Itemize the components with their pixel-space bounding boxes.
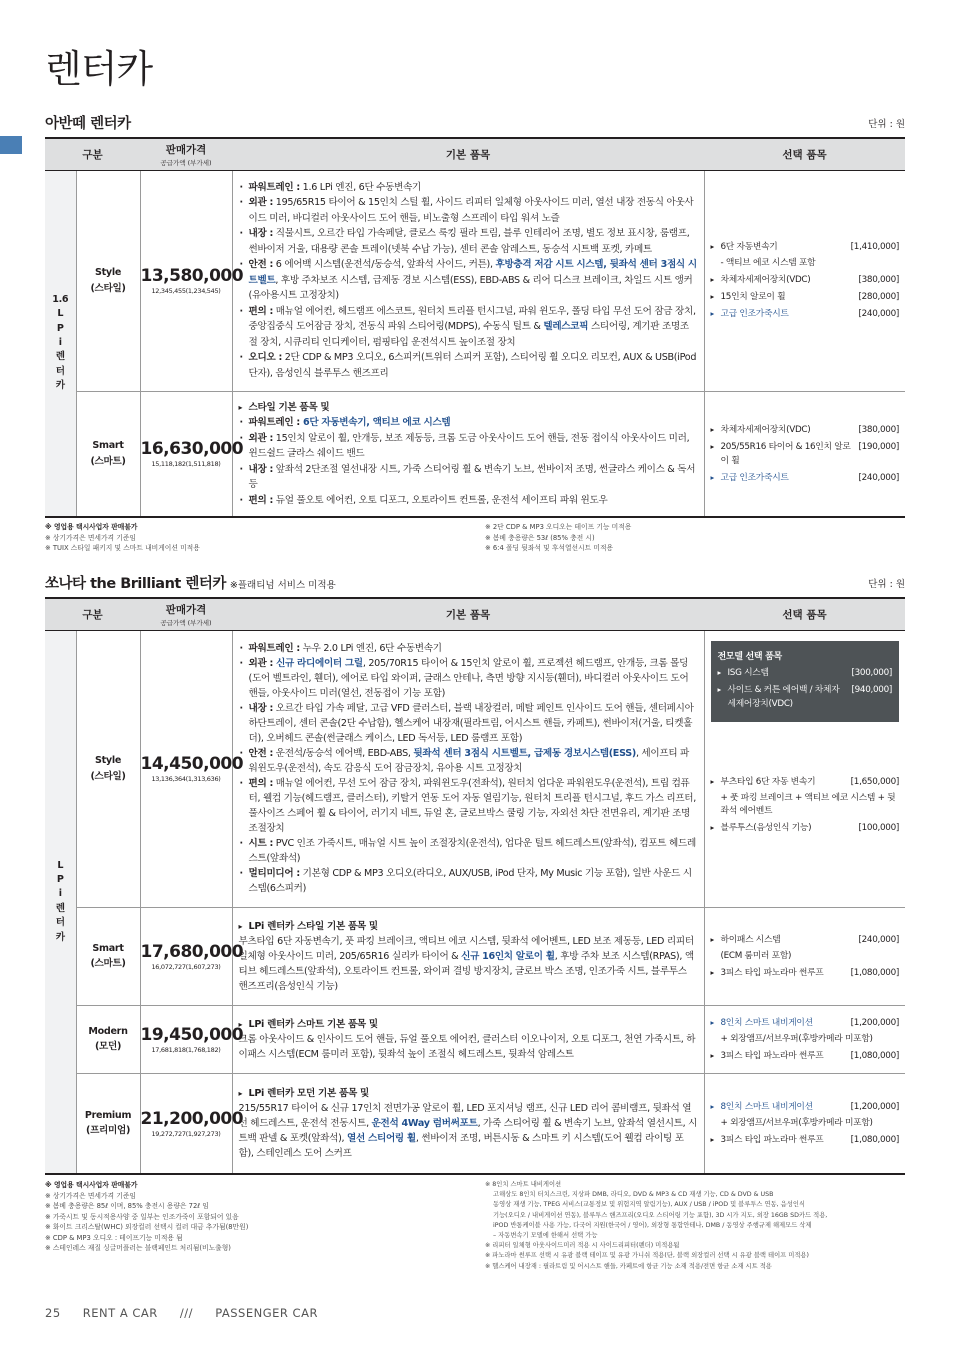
sonata-engine-text: L P i 렌 터 카 <box>55 859 65 943</box>
option-item <box>711 1016 900 1030</box>
note: 동영상 재생 기능, TPEG 서비스(교통정보 및 위험지역 알림기능), AUX / USB / iPOD 및 블루투스 연동, 음성인식 <box>493 1201 806 1209</box>
sonata-section-head <box>45 572 905 594</box>
header-price <box>140 598 232 630</box>
basic-label: 시트 : <box>248 838 274 849</box>
note: ※ 8인치 스마트 내비게이션 <box>485 1181 562 1188</box>
basic-item <box>239 493 698 509</box>
option-name: ▸ 205/55R16 타이어 & 16인치 알로이 휠 <box>711 440 853 468</box>
price-main: 19,450,000 <box>140 1024 244 1045</box>
option-item <box>718 683 893 711</box>
sonata-table <box>45 597 905 1175</box>
avante-style-trim <box>76 170 140 391</box>
option-price: [1,410,000] <box>850 242 900 252</box>
option-name: ▸ 차체자세제어장치(VDC) <box>711 273 811 287</box>
basic-text: , 후방 주차보조 시스템, 급제동 경보 시스템(ESS), EBD-ABS & 리어 디스크 브레이크, 차일드 시트 앵커(유아용시트 고정장치) <box>248 274 693 302</box>
trim-name: Modern <box>88 1025 128 1037</box>
trim-name: Smart <box>92 942 124 954</box>
sonata-style-options <box>704 630 905 907</box>
avante-smart-trim <box>76 391 140 517</box>
basic-text-block <box>239 934 698 994</box>
footer-separator: /// <box>179 1306 194 1320</box>
option-item <box>711 1100 900 1114</box>
option-price: [240,000] <box>858 309 900 319</box>
trim-name: Premium <box>84 1109 132 1121</box>
note: 기능(오디오 / 내비게이션 연동), 블루투스 핸즈프리(오디오 스티어링 기능 포함), 3D 시가 지도, 외장 16GB SD카드 적용, <box>493 1211 828 1219</box>
sonata-smart-row <box>45 907 905 1005</box>
basic-item <box>239 180 698 196</box>
basic-item <box>239 836 698 866</box>
option-price: [1,080,000] <box>850 1050 900 1061</box>
basic-text: 2단 CDP & MP3 오디오, 6스피커(트위터 스피커 포함), 스티어링 휠 오디오 리모컨, AUX & USB(iPod 단자), 음성인식 블루투스 핸즈프리 <box>248 352 697 379</box>
note: ※ 6:4 폴딩 뒷좌석 및 후석열선시트 미적용 <box>485 544 614 552</box>
basic-highlight: 6단 자동변속기, 액티브 에코 시스템 <box>299 417 451 428</box>
option-name: ▸ 8인치 스마트 내비게이션 <box>711 1100 813 1114</box>
header-option: 선택 품목 <box>704 138 905 170</box>
avante-smart-basic <box>232 391 704 517</box>
option-name: ▸ 8인치 스마트 내비게이션 <box>711 1016 813 1030</box>
header-basic: 기본 품목 <box>232 598 704 630</box>
option-item <box>711 1133 900 1147</box>
basic-item <box>239 866 698 896</box>
option-item <box>711 933 900 947</box>
sonata-premium-trim <box>76 1073 140 1174</box>
all-model-options-title: 전모델 선택 품목 <box>717 651 782 662</box>
basic-label: 멀티미디어 : <box>248 868 300 879</box>
option-sub: - 액티브 에코 시스템 포함 <box>720 258 816 268</box>
note: ※ 리피터 일체형 아웃사이드미러 적용 시 사이드리피터(펜더) 미적용됨 <box>485 1242 680 1250</box>
sonata-premium-options <box>704 1073 905 1174</box>
basic-item <box>239 226 698 257</box>
avante-section-head <box>45 112 905 134</box>
basic-text: 매뉴얼 에어컨, 헤드램프 에스코트, 원터치 트리플 턴시그널, 파워 윈도우, 폴딩 타입 무선 도어 잠금 장치, 중앙집중식 도어잠금 장치, 전동식 파워 스티어링(MDPS), 수동식 틸트 & <box>248 305 696 333</box>
price-main: 16,630,000 <box>140 439 244 460</box>
trim-name: Style <box>94 755 122 767</box>
basic-highlight: 뒷좌석 센터 3점식 시트벨트, 급제동 경보시스템(ESS) <box>413 748 636 759</box>
option-name: ▸ 블루투스(음성인식 기능) <box>711 821 812 835</box>
option-price: [940,000] <box>851 684 893 695</box>
price-sub: 13,136,364(1,313,636) <box>151 775 221 783</box>
basic-head: ▸ LPi 렌터카 스타일 기본 품목 및 <box>239 919 698 934</box>
basic-text: 듀얼 풀오토 에어컨, 오토 디포그, 오토라이트 컨트롤, 운전석 세이프티 파워 윈도우 <box>273 494 608 506</box>
avante-engine-label <box>45 170 76 517</box>
option-price: [280,000] <box>858 292 900 302</box>
trim-name: Style <box>94 267 122 279</box>
avante-unit: 단위 : 원 <box>868 119 905 130</box>
basic-label: 편의 : <box>248 494 274 506</box>
basic-head: ▸ 스타일 기본 품목 및 <box>239 400 698 416</box>
basic-text: 스티어링, 계기판 조명조절 장치, 시큐리티 인디케이터, 펌핑타입 운전석시트 높이조절 장치 <box>248 321 689 348</box>
basic-highlight: 후방충격 저감 시트 시스템, 뒷좌석 센터 3점식 시트벨트 <box>248 259 697 286</box>
sonata-header-row <box>45 598 905 630</box>
sonata-note: ※플래티넘 서비스 미적용 <box>229 580 336 591</box>
basic-text: , 가죽 스티어링 휠 & 변속기 노브, 앞좌석 열선시트, 시트백 판넬 & 포켓(앞좌석), <box>238 1117 698 1144</box>
basic-item <box>239 746 698 776</box>
option-sub: + 외장앰프/서브우퍼(후방카메라 미포함) <box>720 1117 873 1128</box>
avante-style-price <box>140 170 244 391</box>
header-category: 구분 <box>45 598 140 630</box>
option-item <box>711 423 900 437</box>
basic-text: 운전석/동승석 에어백, EBD-ABS, <box>273 748 414 759</box>
option-item <box>711 821 900 835</box>
note: ※ 파노라마 썬루프 선택 시 유광 블랙 테이프 및 유광 가니쉬 적용(단, 블랙 외장컬러 선택 시 유광 블랙 테이프 미적용) <box>485 1252 809 1260</box>
option-name: ▸ 3피스 타입 파노라마 썬루프 <box>711 966 824 980</box>
sonata-notes-right <box>485 1180 905 1272</box>
option-name: ▸ 15인치 알로이 휠 <box>711 290 786 304</box>
option-price: [100,000] <box>858 822 900 833</box>
header-basic: 기본 품목 <box>232 138 704 170</box>
basic-label: 편의 : <box>248 305 274 317</box>
trim-name-kr: (스타일) <box>90 282 126 294</box>
basic-item <box>239 776 698 836</box>
basic-highlight: 신규 16인치 알로이 휠 <box>461 950 555 962</box>
sonata-modern-price <box>140 1005 244 1073</box>
option-name: ▸ 6단 자동변속기 <box>711 240 778 254</box>
sonata-style-trim <box>76 630 140 907</box>
price-sub: 12,345,455(1,234,545) <box>151 287 221 295</box>
basic-item <box>239 701 698 746</box>
header-price-label: 판매가격 <box>165 603 207 616</box>
basic-text: 1.6 LPi 엔진, 6단 수동변속기 <box>299 181 422 193</box>
note: ※ 스테인레스 재질 싱글머플러는 블랙페인트 처리됨(비노출형) <box>45 1244 231 1252</box>
price-sub: 15,118,182(1,511,818) <box>151 460 221 469</box>
trim-name-kr: (스마트) <box>90 455 126 467</box>
option-sub: (ECM 룸미러 포함) <box>720 950 792 961</box>
note: – 자동변속기 모델에 한해서 선택 가능 <box>493 1232 598 1240</box>
option-price: [300,000] <box>851 667 893 678</box>
avante-style-row <box>45 170 905 391</box>
basic-label: 안전 : <box>248 748 274 759</box>
basic-head: ▸ LPi 렌터카 스마트 기본 품목 및 <box>239 1017 698 1032</box>
option-price: [1,200,000] <box>850 1017 900 1028</box>
price-sub: 19,272,727(1,927,273) <box>151 1129 221 1138</box>
basic-label: 파워트레인 : <box>248 643 300 654</box>
option-name: ▸ 고급 인조가죽시트 <box>711 471 789 485</box>
sonata-engine-label <box>45 630 76 1174</box>
option-item <box>711 307 900 321</box>
basic-text: 앞좌석 2단조절 열선내장 시트, 가죽 스티어링 휠 & 변속기 노브, 썬바이저 조명, 썬글라스 케이스 & 독서등 <box>248 463 696 490</box>
sonata-modern-row <box>45 1005 905 1073</box>
sonata-style-price <box>140 630 244 907</box>
page-number: 25 <box>45 1306 61 1320</box>
basic-highlight: 텔레스코픽 <box>543 321 589 333</box>
option-price: [1,080,000] <box>850 967 900 978</box>
note: ※ TUIX 스타일 패키지 및 스마트 내비게이션 미적용 <box>45 544 200 552</box>
option-price: [240,000] <box>858 934 900 945</box>
sonata-style-row <box>45 630 905 907</box>
avante-smart-row <box>45 391 905 517</box>
avante-style-options <box>704 170 905 391</box>
option-price: [1,650,000] <box>850 776 900 787</box>
basic-label: 외관 : <box>248 197 274 209</box>
basic-label: 내장 : <box>248 703 274 714</box>
sonata-title: 쏘나타 the Brilliant 렌터카 <box>45 576 226 592</box>
option-name: ▸ 고급 인조가죽시트 <box>711 307 789 321</box>
option-item <box>718 666 893 680</box>
page-footer <box>45 1306 336 1320</box>
basic-text: , 후방 주차 보조 시스템(RPAS), 액티브 헤드레스트(앞좌석), 오토라이트 컨트롤, 와이퍼 결빙 방지장치, 글로브 박스 조명, 인조가죽 시트, 블루투스 핸즈프리(음성인식 기능) <box>238 950 694 992</box>
note: ※ 가죽시트 및 동시적용사양 중 일부는 인조가죽이 포함되어 있음 <box>45 1212 239 1221</box>
option-price: [240,000] <box>858 472 900 483</box>
note: ※ 헬스케어 내장재 : 필라트림 및 어시스트 핸들, 카페트에 항균 기능 소재 적용/전면 항균 소재 시트 적용 <box>485 1262 772 1270</box>
sonata-notes-left <box>45 1180 465 1254</box>
basic-text: 215/55R17 타이어 & 신규 17인치 전면가공 알로이 휠, LED 포지셔닝 램프, 신규 LED 리어 콤비램프, 뒷좌석 열선 헤드레스트, 운전석 전동시트, <box>238 1102 692 1129</box>
header-price-label: 판매가격 <box>165 143 207 156</box>
note: ※ CDP & MP3 오디오 : 테이프기능 미적용 됨 <box>45 1233 183 1242</box>
basic-item <box>239 641 698 656</box>
price-sub: 16,072,727(1,607,273) <box>151 962 221 971</box>
basic-item <box>239 304 698 351</box>
basic-text: 기본형 CDP & MP3 오디오(라디오, AUX/USB, iPod 단자, My Music 기능 포함), 일반 사운드 시스템(6스피커) <box>248 868 692 894</box>
note: ※ 봄베 충용량은 53ℓ (85% 충전 시) <box>485 533 595 542</box>
basic-text: 직물시트, 오르간 타입 가속페달, 클로스 룩킹 필라 트림, 블루 인테리어 조명, 별도 정보 표시창, 룸램프, 썬바이저 거울, 대용량 콘솔 트레이(넷북 수납 가능), 센터 콘솔 암레스트, 동승석 시트백 포켓, 카메트 <box>248 228 690 255</box>
sonata-smart-basic <box>232 907 704 1005</box>
note: ※ 상기가격은 면세가격 기준임 <box>45 533 136 542</box>
sonata-smart-trim <box>76 907 140 1005</box>
sonata-unit: 단위 : 원 <box>868 579 905 590</box>
trim-name: Smart <box>92 440 124 452</box>
basic-label: 내장 : <box>248 228 274 240</box>
price-main: 14,450,000 <box>140 754 244 774</box>
option-item <box>711 290 900 304</box>
sonata-premium-row <box>45 1073 905 1174</box>
price-main: 21,200,000 <box>140 1108 244 1129</box>
trim-name-kr: (스마트) <box>90 958 126 969</box>
basic-label: 외관 : <box>248 658 274 669</box>
note: ※ 영업용 택시사업자 판매불가 <box>45 1181 138 1189</box>
sonata-modern-basic <box>232 1005 704 1073</box>
basic-text: , 썬바이저 조명, 버튼시동 & 스마트 키 시스템(도어 웰컴 라이팅 포함), 스테인레스 도어 스커프 <box>238 1132 684 1159</box>
basic-text: , 205/70R15 타이어 & 15인치 알로이 휠, 프로젝션 헤드램프, 안개등, 크롬 몰딩(도어 벨트라인, 휀더), 에어로 타입 와이퍼, 글래스 안테나, 측면 방향 지시등(휀더), 바디컬러 아웃사이드 도어 핸들, 아웃사이드 미러(열선, 전동접이 기능 포함) <box>248 658 689 699</box>
option-sub: + 풋 파킹 브레이크 + 액티브 에코 시스템 + 뒷좌석 에어벤트 <box>720 792 896 816</box>
option-name: ▸ 하이패스 시스템 <box>711 933 781 947</box>
basic-label: 파워트레인 : <box>248 417 300 428</box>
basic-highlight: 신규 라디에이터 그릴 <box>273 658 363 669</box>
avante-smart-price <box>140 391 244 517</box>
option-sub: + 외장앰프/서브우퍼(후방카메라 미포함) <box>720 1033 873 1044</box>
basic-text: 15인치 알로이 휠, 안개등, 보조 제동등, 크롬 도금 아웃사이드 도어 핸들, 전동 접이식 아웃사이드 미러, 윈드쉴드 글라스 쉐이드 밴드 <box>248 432 690 459</box>
option-price: [380,000] <box>858 424 900 435</box>
basic-item <box>239 656 698 701</box>
basic-item <box>239 431 698 462</box>
note: ※ 영업용 택시사업자 판매불가 <box>45 523 138 531</box>
basic-text: 매뉴얼 에어컨, 무선 도어 잠금 장치, 파워윈도우(전좌석), 원터치 업다운 파워윈도우(운전석), 트립 컴퓨터, 웰컴 기능(헤드램프, 클러스터), 키탈거 연동 도어 자동 열림기능, 원터치 트리플 턴시그널, 후드 가스 리프터, 풀사이즈 스페어 휠 & 타이어, 러기지 네트, 듀얼 혼, 글로브박스 쿨링 기능, 자외선 차단 전면유리, 계기판 조명 조절장치 <box>248 778 696 834</box>
avante-table <box>45 137 905 518</box>
avante-smart-options <box>704 391 905 517</box>
spacer <box>711 732 900 772</box>
header-category: 구분 <box>45 138 140 170</box>
option-name: ▸ ISG 시스템 <box>718 666 769 680</box>
option-name: ▸ 차체자세제어장치(VDC) <box>711 423 811 437</box>
basic-text: 6 에어백 시스템(운전석/동승석, 앞좌석 사이드, 커튼), <box>273 259 496 271</box>
basic-item <box>239 462 698 493</box>
basic-label: 외관 : <box>248 432 274 444</box>
avante-header-row <box>45 138 905 170</box>
basic-item <box>239 257 698 304</box>
option-price: [1,200,000] <box>850 1101 900 1112</box>
footer-passenger: PASSENGER CAR <box>215 1306 318 1320</box>
avante-style-basic <box>232 170 704 391</box>
basic-text: 195/65R15 타이어 & 15인치 스틸 휠, 사이드 리피터 일체형 아웃사이드 미러, 열선 내장 전동식 아웃사이드 미러, 바디컬러 아웃사이드 도어 핸들, 비노출형 스프레이 타입 워셔 노즐 <box>248 197 694 224</box>
sonata-modern-options <box>704 1005 905 1073</box>
basic-highlight: 운전석 4Way 럼버써포트 <box>371 1117 478 1129</box>
option-name: ▸ 3피스 타입 파노라마 썬루프 <box>711 1049 824 1063</box>
option-item <box>711 1049 900 1063</box>
basic-label: 내장 : <box>248 463 274 475</box>
trim-name-kr: (모던) <box>94 1041 122 1052</box>
note: ※ 봄베 충용량은 85ℓ 이며, 85% 충전시 용량은 72ℓ 임 <box>45 1202 209 1210</box>
note: iPOD 반통케이블 사용 가능, 다국어 지원(한국어 / 영어), 외장형 통합안테나, DMB / 동영상 주행규제 해제모드 삭제 <box>493 1221 812 1229</box>
basic-text: 오르간 타입 가속 페달, 고급 VFD 클러스터, 블랙 내장컬러, 메탈 페인트 인사이드 도어 핸들, 센터페시아 하단트레이, 센터 콘솔(2단 수납함), 헬스케어 내장재(필라트림, 어시스트 핸들, 카페트), 썬바이저(거울, 티켓홀더), 오버헤드 콘솔(썬글래스 케이스, LED 독서등, LED 룸램프 포함) <box>248 703 694 744</box>
option-item <box>711 966 900 980</box>
sonata-modern-trim <box>76 1005 140 1073</box>
option-item <box>711 240 900 254</box>
option-item <box>711 471 900 485</box>
price-main: 13,580,000 <box>140 266 244 286</box>
sonata-premium-basic <box>232 1073 704 1174</box>
all-model-options-box <box>711 641 900 722</box>
avante-notes-right <box>485 522 905 554</box>
side-marker <box>0 136 22 154</box>
note: ※ 2단 CDP & MP3 오디오는 테이프 기능 미적용 <box>485 523 632 531</box>
basic-text: , 세이프티 파워윈도우(운전석), 속도 감응식 도어 잠금장치, 유아용 시트 고정장치 <box>248 748 690 774</box>
basic-label: 오디오 : <box>248 352 282 364</box>
basic-item <box>239 350 698 381</box>
option-name: ▸ 3피스 타입 파노라마 썬루프 <box>711 1133 824 1147</box>
basic-text: 크롬 아웃사이드 & 인사이드 도어 핸들, 듀얼 풀오토 에어컨, 클러스터 이오나이저, 오토 디포그, 천연 가죽시트, 하이패스 시스템(ECM 룸미러 포함), 뒷좌석 높이 조절식 헤드레스트, 뒷좌석 암레스트 <box>238 1033 696 1060</box>
option-item <box>711 775 900 789</box>
option-name: ▸ 부츠타입 6단 자동 변속기 <box>711 775 816 789</box>
option-name: ▸ 사이드 & 커튼 에어백 / 차체자세제어장치(VDC) <box>718 683 846 711</box>
basic-item <box>239 415 698 431</box>
basic-text: 누우 2.0 LPi 엔진, 6단 수동변속기 <box>299 643 442 654</box>
basic-label: 안전 : <box>248 259 274 271</box>
option-price: [190,000] <box>858 441 900 452</box>
basic-label: 편의 : <box>248 778 274 789</box>
basic-item <box>239 195 698 226</box>
basic-text: 부츠타입 6단 자동변속기, 풋 파킹 브레이크, 액티브 에코 시스템, 뒷좌석 에어벤트, LED 보조 제동등, LED 리피터 일체형 아웃사이드 미러, 205/65R16 실리카 타이어 & <box>238 935 694 962</box>
option-price: [380,000] <box>858 275 900 285</box>
basic-highlight: 열선 스티어링 휠 <box>347 1132 416 1144</box>
price-sub: 17,681,818(1,768,182) <box>151 1045 221 1054</box>
header-price <box>140 138 232 170</box>
sonata-smart-options <box>704 907 905 1005</box>
sonata-premium-price <box>140 1073 244 1174</box>
option-item <box>711 273 900 287</box>
note: ※ 상기가격은 면세가격 기준임 <box>45 1191 136 1200</box>
basic-head: ▸ LPi 렌터카 모던 기본 품목 및 <box>239 1086 698 1101</box>
footer-rent: RENT A CAR <box>82 1306 158 1320</box>
avante-title: 아반떼 렌터카 <box>45 116 131 132</box>
option-item <box>711 440 900 468</box>
price-main: 17,680,000 <box>140 941 244 962</box>
avante-notes-left <box>45 522 465 554</box>
basic-text-block <box>239 1101 698 1161</box>
note: 고해상도 8인치 터치스크린, 지상파 DMB, 라디오, DVD & MP3 & CD 재생 기능, CD & DVD & USB <box>493 1191 774 1199</box>
header-option: 선택 품목 <box>704 598 905 630</box>
note: ※ 화이트 크리스탈(WHC) 외장컬러 선택시 컬러 대금 추가됨(8만원) <box>45 1223 249 1231</box>
basic-text: PVC 인조 가죽시트, 매뉴얼 시트 높이 조절장치(운전석), 업다운 틸트 헤드레스트(앞좌석), 컴포트 헤드레스트(앞좌석) <box>248 838 696 864</box>
header-price-sub: 공급가액 (부가세) <box>160 618 212 627</box>
header-price-sub: 공급가액 (부가세) <box>160 158 212 167</box>
basic-label: 파워트레인 : <box>248 181 300 193</box>
avante-engine-text: 1.6 L P i 렌 터 카 <box>52 293 69 392</box>
trim-name-kr: (프리미엄) <box>85 1125 131 1137</box>
option-price: [1,080,000] <box>850 1134 900 1145</box>
sonata-style-basic <box>232 630 704 907</box>
trim-name-kr: (스타일) <box>90 770 126 782</box>
page-title: 렌터카 <box>45 47 153 91</box>
sonata-smart-price <box>140 907 244 1005</box>
